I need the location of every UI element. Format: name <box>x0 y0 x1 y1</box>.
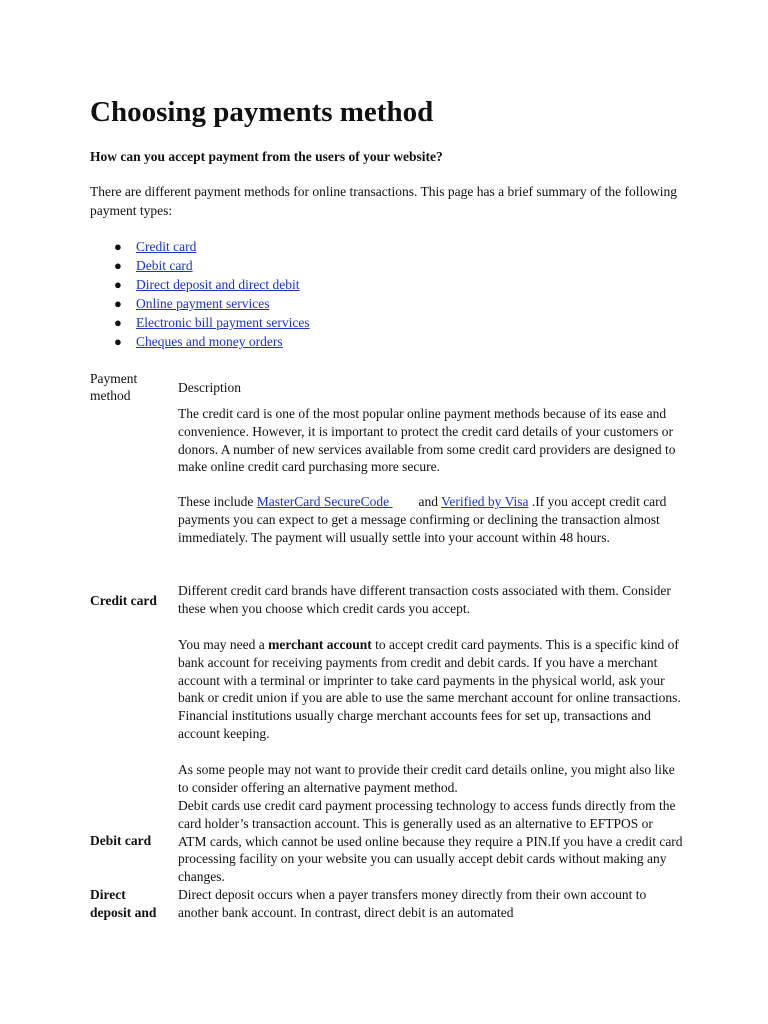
bullet-icon: ● <box>114 315 122 330</box>
verified-by-visa-link[interactable]: Verified by Visa <box>441 494 529 509</box>
direct-deposit-description: Direct deposit occurs when a payer transfers money directly from their own account to another bank account. In contrast, direct debit is an automated <box>178 887 647 920</box>
toc-link-debit-card[interactable]: Debit card <box>136 258 193 273</box>
page-title: Choosing payments method <box>90 96 434 128</box>
list-item <box>90 313 310 332</box>
bullet-icon: ● <box>114 277 122 292</box>
credit-card-description-3: Different credit card brands have different transaction costs associated with them. Consider these when you choose which credit cards you accept. <box>178 583 671 616</box>
payment-types-list <box>90 237 310 351</box>
credit-card-description-4: You may need a merchant account to accept credit card payments. This is a specific kind of bank account for receiving payments from credit and debit cards. If you have a merchant account with a terminal or imprinter to take card payments in the physical world, ask your bank or credit union if you are able to use the same merchant account for online transactions. Financial institutions usually charge merchant accounts fees for set up, transactions and account keeping. <box>178 637 681 741</box>
bullet-icon: ● <box>114 296 122 311</box>
mastercard-securecode-link[interactable]: MasterCard SecureCode <box>256 494 393 509</box>
list-item <box>90 237 310 256</box>
credit-card-description-2: These include MasterCard SecureCode and Verified by Visa .If you accept credit card payments you can expect to get a message confirming or declining the transaction almost immediately. The payment will usually settle into your account within 48 hours. <box>178 494 667 545</box>
toc-link-cheques[interactable]: Cheques and money orders <box>136 334 283 349</box>
list-item <box>90 294 310 313</box>
page-subtitle: How can you accept payment from the users of your website? <box>90 149 443 164</box>
toc-link-bill-payment[interactable]: Electronic bill payment services <box>136 315 310 330</box>
toc-link-credit-card[interactable]: Credit card <box>136 239 197 254</box>
row-label-debit-card: Debit card <box>90 833 152 848</box>
bullet-icon: ● <box>114 258 122 273</box>
bullet-icon: ● <box>114 239 122 254</box>
credit-card-description-5: As some people may not want to provide their credit card details online, you might also like to consider offering an alternative payment method. <box>178 762 675 795</box>
toc-link-direct-deposit[interactable]: Direct deposit and direct debit <box>136 277 300 292</box>
bullet-icon: ● <box>114 334 122 349</box>
list-item <box>90 275 310 294</box>
row-label-direct-deposit: Direct deposit and <box>90 887 157 920</box>
row-label-credit-card: Credit card <box>90 593 157 608</box>
toc-link-online-payment[interactable]: Online payment services <box>136 296 270 311</box>
intro-paragraph: There are different payment methods for online transactions. This page has a brief summary of the following payment types: <box>90 184 677 218</box>
column-header-description: Description <box>178 380 241 395</box>
debit-card-description: Debit cards use credit card payment processing technology to access funds directly from the card holder’s transaction account. This is generally used as an alternative to EFTPOS or ATM cards, which cannot be used online because they require a PIN.If you have a credit card processing facility on your website you can usually accept debit cards without making any changes. <box>178 798 683 885</box>
column-header-method: Payment method <box>90 371 138 403</box>
credit-card-description-1: The credit card is one of the most popular online payment methods because of its ease and convenience. However, it is important to protect the credit card details of your customers or donors. A number of new services available from some credit card providers are designed to make online credit card purchasing more secure. <box>178 406 676 475</box>
list-item <box>90 256 310 275</box>
merchant-account-term: merchant account <box>268 637 372 652</box>
list-item <box>90 332 310 351</box>
